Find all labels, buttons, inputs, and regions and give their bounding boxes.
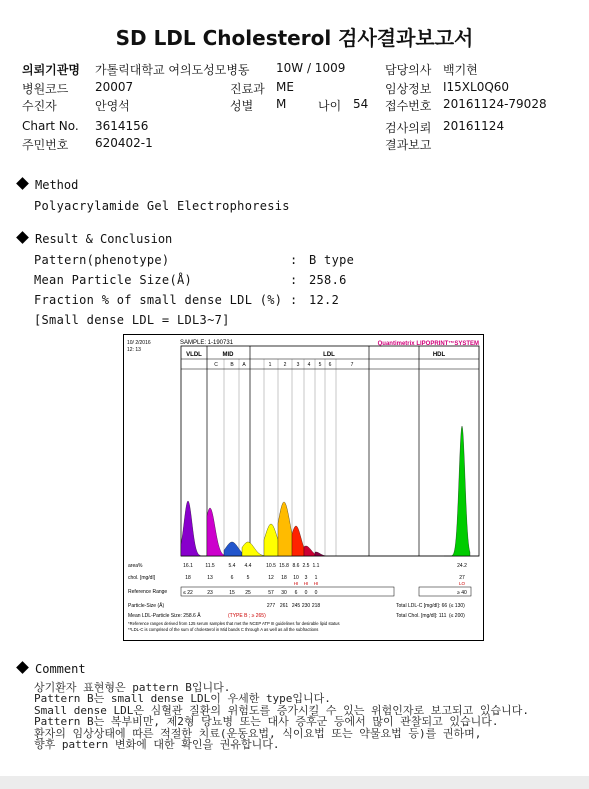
- comment-line: 환자의 임상상태에 따른 적절한 치료(운동요법, 식이요법 또는 약물요법 등)를 권하며,: [34, 727, 482, 740]
- age-value: 54: [353, 97, 369, 111]
- area-value: 11.5: [205, 563, 215, 569]
- hdl-chol-value: 27: [459, 575, 465, 581]
- colon: :: [290, 273, 298, 287]
- fraction-label: Fraction % of small dense LDL (%): [34, 293, 283, 307]
- sex-label: 성별: [230, 99, 254, 113]
- particle-size-label: Particle-Size (Å): [128, 603, 165, 609]
- doctor-label: 담당의사: [385, 63, 432, 77]
- institution-value: 가톨릭대학교 여의도성모병동: [95, 63, 250, 77]
- chol-value: 1: [314, 575, 318, 581]
- patient-value: 안영석: [95, 99, 130, 113]
- area-value: 16.1: [183, 563, 193, 569]
- hi-flag: HI: [303, 581, 309, 586]
- hdl-reference-value: ≥ 40: [457, 590, 467, 596]
- reference-label: Reference Range: [128, 589, 168, 595]
- area-value: 2.5: [302, 563, 310, 569]
- hdl-area-value: 24.2: [457, 563, 467, 569]
- ldl-subband-label: 3: [296, 362, 300, 368]
- particle-size-value: 261: [279, 603, 289, 609]
- reference-value: 15: [229, 590, 235, 596]
- area-label: area%: [128, 563, 143, 569]
- chol-value: 18: [185, 575, 191, 581]
- report-time: 12: 13: [127, 347, 141, 353]
- institution-label: 의뢰기관명: [22, 63, 80, 77]
- reference-value: 57: [268, 590, 274, 596]
- pattern-label: Pattern(phenotype): [34, 253, 170, 267]
- electrophoresis-peak: [224, 542, 242, 556]
- electrophoresis-peak: [207, 508, 224, 556]
- chart-no-label: Chart No.: [22, 119, 79, 133]
- diamond-icon: [16, 661, 29, 674]
- pattern-value: B type: [309, 253, 355, 267]
- electrophoresis-peak: [264, 524, 278, 556]
- reference-value: ≤ 22: [183, 590, 193, 596]
- band-label: HDL: [432, 352, 446, 358]
- band-label: VLDL: [186, 352, 202, 358]
- diamond-icon: [16, 177, 29, 190]
- page-footer-bar: [0, 776, 589, 789]
- doctor-value: 백기현: [443, 63, 478, 77]
- area-value: 8.6: [292, 563, 300, 569]
- report-label: 결과보고: [385, 138, 432, 152]
- chol-value: 10: [293, 575, 299, 581]
- lipoprint-report-image: [123, 334, 484, 641]
- report-title: SD LDL Cholesterol 검사결과보고서: [115, 26, 474, 50]
- electrophoresis-peak: [278, 502, 292, 556]
- mid-subband-label: B: [230, 362, 234, 368]
- ward-value: 10W / 1009: [276, 61, 346, 75]
- hospital-code-value: 20007: [95, 80, 134, 94]
- area-value: 1.1: [312, 563, 320, 569]
- electrophoresis-peak: [315, 552, 325, 556]
- rrn-value: 620402-1: [95, 136, 153, 150]
- total-ldl-c-ref: (≤ 130): [449, 603, 465, 609]
- area-value: 4.4: [244, 563, 252, 569]
- ldl-subband-label: 6: [328, 362, 332, 368]
- clinical-info-value: I15XL0Q60: [443, 80, 510, 94]
- comment-line: Pattern B는 small dense LDL이 우세한 type입니다.: [34, 692, 331, 705]
- electrophoresis-peak: [292, 526, 304, 556]
- rrn-label: 주민번호: [22, 138, 69, 152]
- area-value: 15.8: [279, 563, 289, 569]
- chol-label: chol. [mg/dl]: [128, 575, 155, 581]
- hi-flag: HI: [313, 581, 319, 586]
- total-chol-ref: (≤ 200): [449, 613, 465, 619]
- band-label: LDL: [323, 352, 335, 358]
- total-chol: Total Chol. [mg/dl]: 111: [396, 613, 447, 619]
- electrophoresis-peak: [444, 426, 470, 556]
- dept-value: ME: [276, 80, 294, 94]
- ldl-subband-label: 4: [307, 362, 311, 368]
- size-label: Mean Particle Size(Å): [34, 273, 193, 287]
- ldl-subband-label: 1: [268, 362, 272, 368]
- reference-value: 23: [207, 590, 213, 596]
- comment-line: 상기환자 표현형은 pattern B입니다.: [34, 681, 231, 694]
- method-text: Polyacrylamide Gel Electrophoresis: [34, 199, 290, 213]
- result-heading: Result & Conclusion: [18, 232, 172, 246]
- comment-line: Small dense LDL은 심혈관 질환의 위험도를 증가시킬 수 있는 위험인자로 보고되고 있습니다.: [34, 704, 529, 717]
- electrophoresis-peak: [181, 501, 207, 556]
- electrophoresis-peak: [304, 546, 315, 556]
- reference-value: 0: [314, 590, 318, 596]
- size-value: 258.6: [309, 273, 347, 287]
- ldl-subband-label: 2: [283, 362, 287, 368]
- hi-flag: HI: [293, 581, 299, 586]
- band-label: MID: [222, 352, 234, 358]
- ldl-subband-label: 5: [318, 362, 322, 368]
- mean-particle-size: Mean LDL-Particle Size: 258.6 Å: [128, 613, 201, 619]
- receipt-label: 접수번호: [385, 99, 432, 113]
- dept-label: 진료과: [230, 82, 265, 96]
- patient-label: 수진자: [22, 99, 57, 113]
- total-ldl-c: Total LDL-C [mg/dl]: 66: [396, 603, 448, 609]
- sex-value: M: [276, 97, 287, 111]
- chart-no-value: 3614156: [95, 119, 149, 133]
- particle-size-value: 277: [266, 603, 276, 609]
- diamond-icon: [16, 231, 29, 244]
- comment-heading: Comment: [18, 662, 86, 676]
- mid-subband-label: A: [242, 362, 246, 368]
- particle-size-value: 245: [291, 603, 301, 609]
- electrophoresis-peak: [242, 542, 264, 556]
- reference-box: [181, 587, 394, 596]
- chol-value: 3: [304, 575, 308, 581]
- sdldl-note: [Small dense LDL = LDL3~7]: [34, 313, 230, 327]
- clinical-info-label: 임상정보: [385, 82, 432, 96]
- method-heading: Method: [18, 178, 78, 192]
- chol-value: 13: [207, 575, 213, 581]
- reference-value: 0: [304, 590, 308, 596]
- age-label: 나이: [318, 99, 342, 113]
- area-value: 5.4: [228, 563, 236, 569]
- reference-value: 30: [281, 590, 287, 596]
- mean-particle-type: (TYPE B ; ≥ 265): [228, 613, 266, 619]
- area-value: 10.5: [266, 563, 276, 569]
- mid-subband-label: C: [214, 362, 218, 368]
- chol-value: 12: [268, 575, 274, 581]
- reference-value: 25: [245, 590, 251, 596]
- comment-line: Pattern B는 복부비만, 제2형 당뇨병 또는 대사 증후군 등에서 많이 관찰되고 있습니다.: [34, 715, 499, 728]
- sample-id: SAMPLE: 1-190731: [180, 340, 234, 346]
- reference-value: 6: [294, 590, 298, 596]
- particle-size-value: 218: [311, 603, 321, 609]
- request-date-value: 20161124: [443, 119, 505, 133]
- brand-name: Quantimetrix LIPOPRINT™SYSTEM: [377, 341, 479, 347]
- comment-line: 향후 pattern 변화에 대한 확인을 권유합니다.: [34, 738, 280, 751]
- colon: :: [290, 253, 298, 267]
- request-date-label: 검사의뢰: [385, 121, 432, 135]
- chol-value: 18: [281, 575, 287, 581]
- lo-flag: LO: [458, 581, 466, 586]
- colon: :: [290, 293, 298, 307]
- chol-value: 5: [246, 575, 250, 581]
- fraction-value: 12.2: [309, 293, 340, 307]
- hospital-code-label: 병원코드: [22, 82, 69, 96]
- footnote-2: **LDL-C is comprised of the sum of cholesterol in Mid bands C through A as well as all the subfractions: [128, 627, 319, 632]
- ldl-subband-label: 7: [350, 362, 354, 368]
- footnote-1: *Reference ranges derived from 125 serum samples that met the NCEP ATP III guidelines for desirable lipid status: [128, 621, 340, 626]
- particle-size-value: 230: [301, 603, 311, 609]
- receipt-value: 20161124-79028: [443, 97, 547, 111]
- report-date: 10/ 2/2016: [127, 340, 151, 346]
- chol-value: 6: [230, 575, 234, 581]
